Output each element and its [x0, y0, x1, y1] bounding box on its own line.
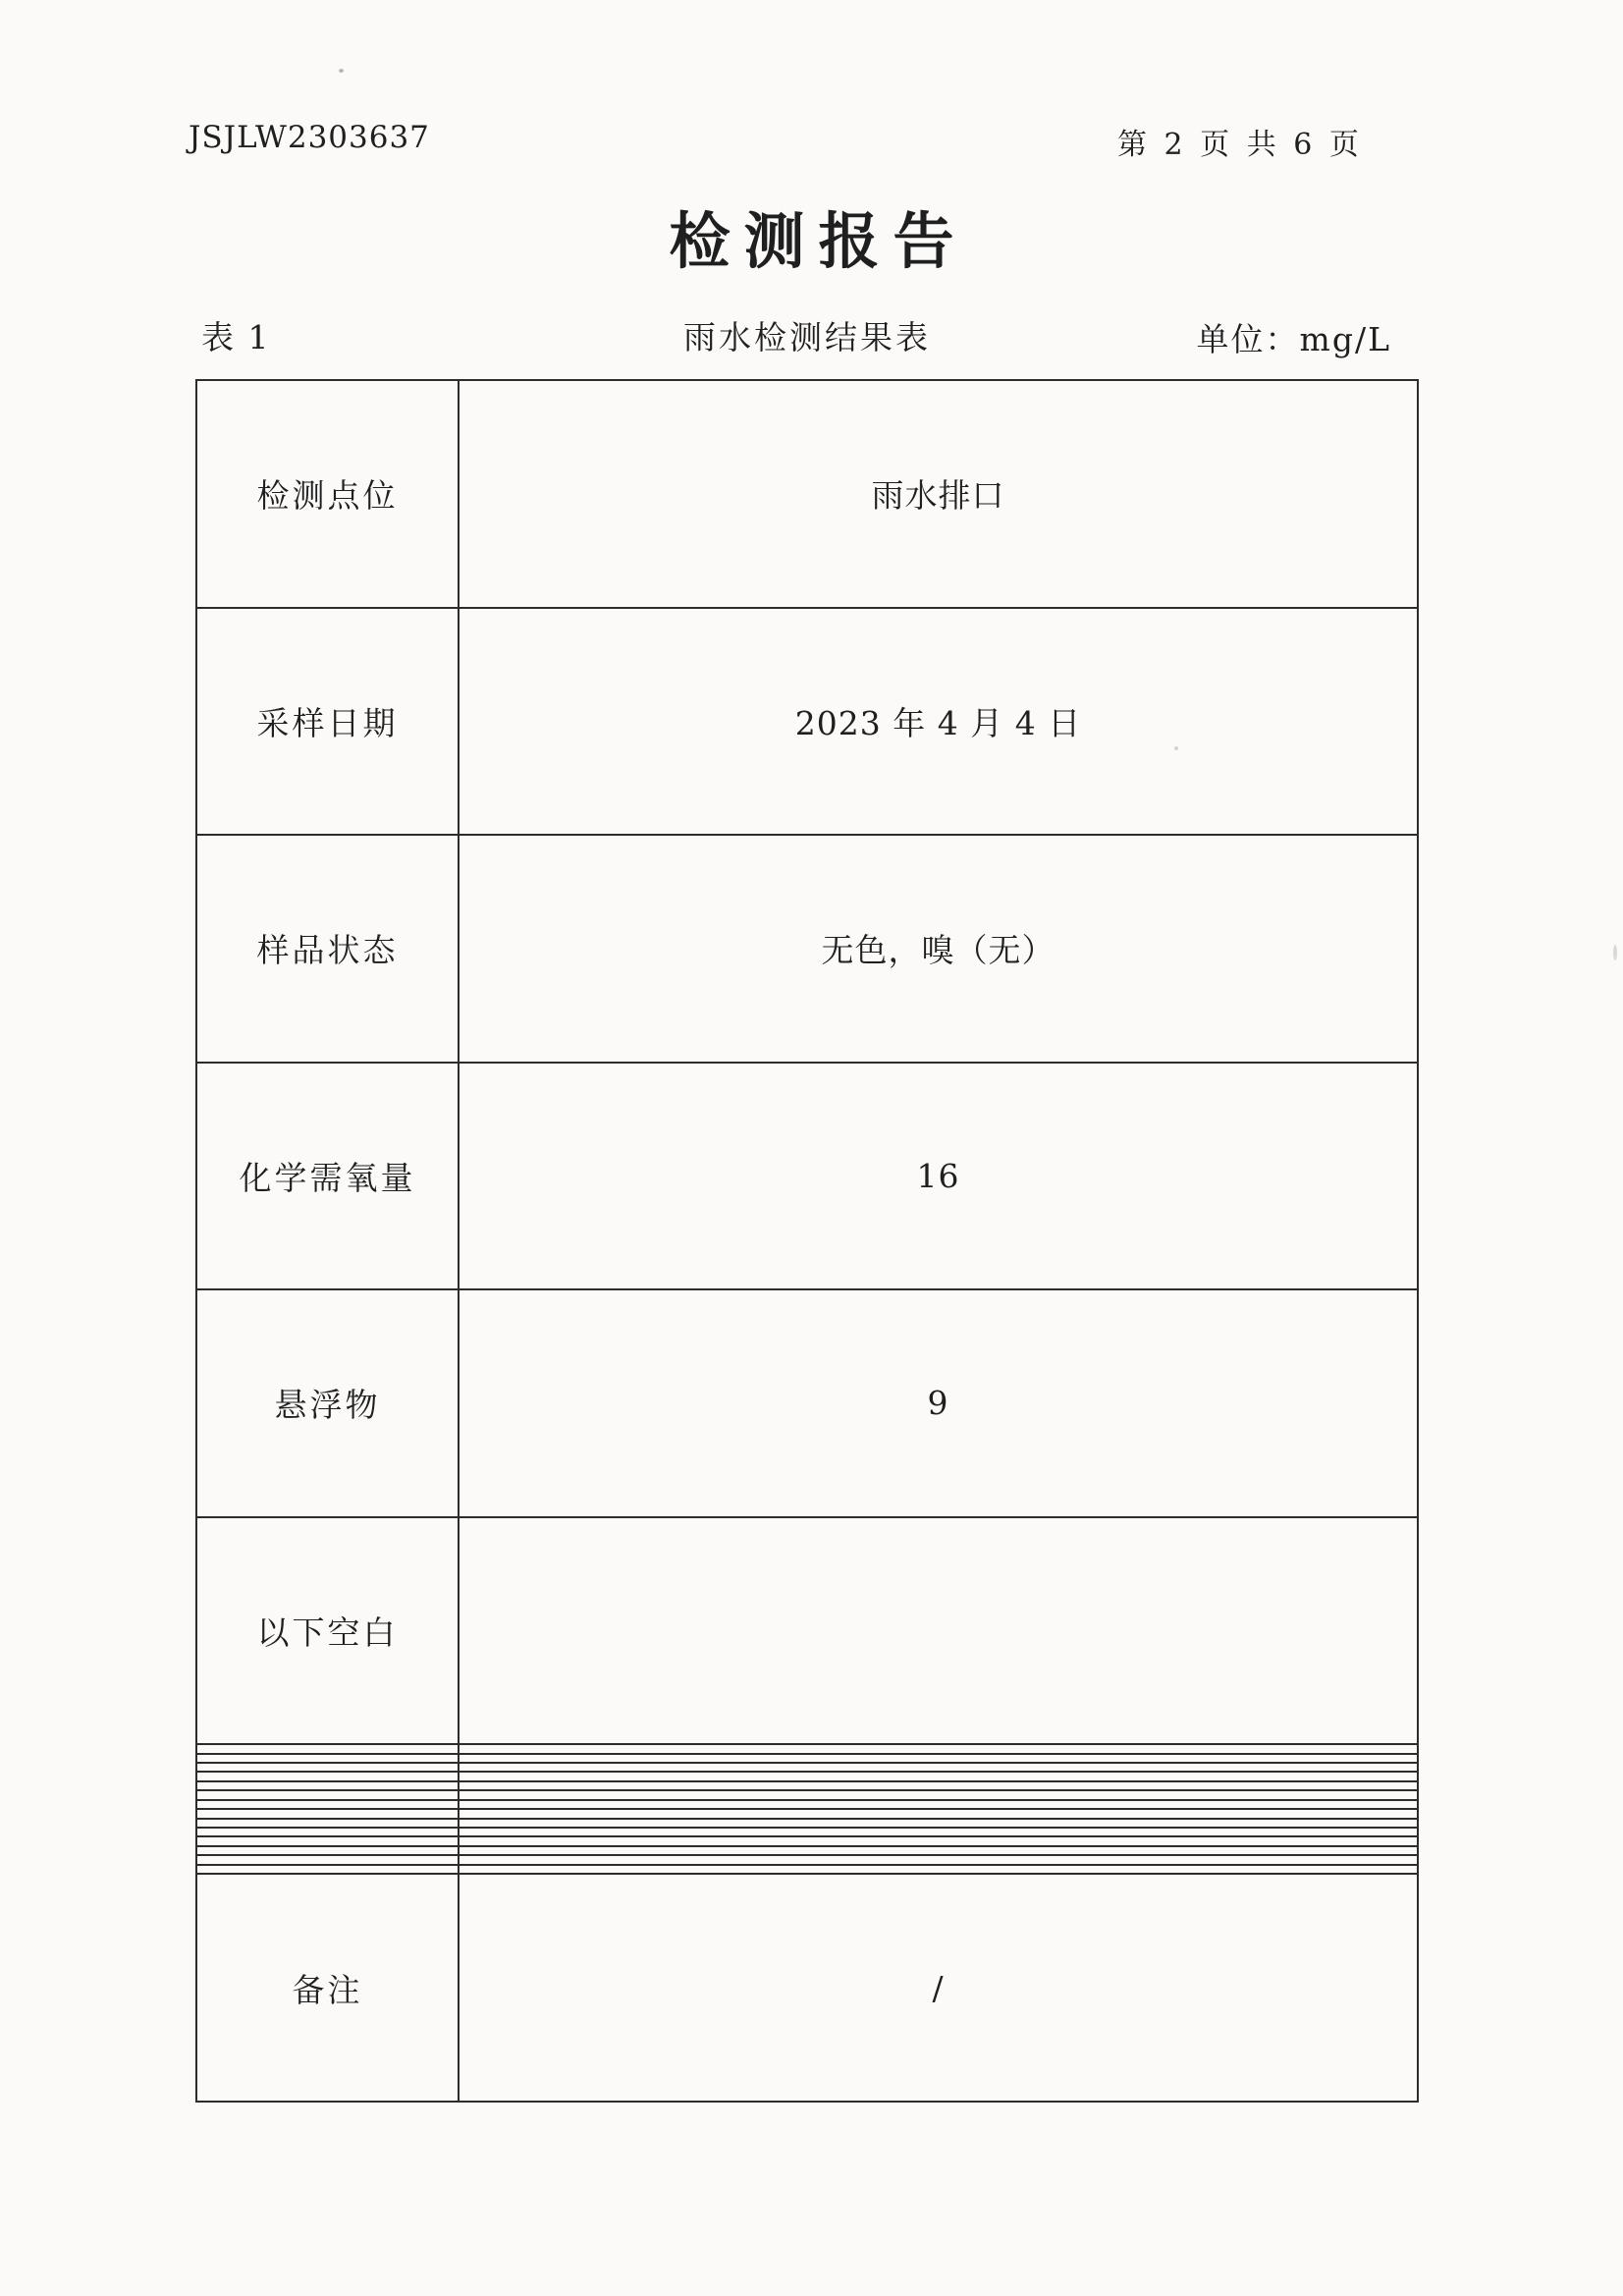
table-row	[196, 1790, 1418, 1799]
row-value	[459, 1772, 1418, 1780]
table-row	[196, 1763, 1418, 1772]
table-title: 雨水检测结果表	[683, 318, 931, 356]
row-value: 16	[459, 1063, 1418, 1290]
row-label	[196, 1865, 459, 1874]
page-title: 检测报告	[669, 205, 968, 277]
row-label	[196, 1855, 459, 1864]
row-label	[196, 1781, 459, 1790]
page-indicator: 第 2 页 共 6 页	[1117, 128, 1363, 162]
scan-speck	[1174, 746, 1178, 750]
row-label: 化学需氧量	[196, 1063, 459, 1290]
table-row	[196, 1772, 1418, 1780]
table-row	[196, 1289, 1418, 1517]
table-row	[196, 1063, 1418, 1290]
row-label: 悬浮物	[196, 1289, 459, 1517]
unit-label: 单位：mg/L	[1196, 320, 1391, 358]
row-value	[459, 1790, 1418, 1799]
row-label	[196, 1754, 459, 1763]
row-label: 备注	[196, 1874, 459, 2102]
table-row	[196, 1781, 1418, 1790]
table-row	[196, 1517, 1418, 1745]
row-value	[459, 1828, 1418, 1836]
row-value	[459, 1855, 1418, 1864]
row-value: 无色，嗅（无）	[459, 835, 1418, 1063]
row-label: 样品状态	[196, 835, 459, 1063]
row-label	[196, 1836, 459, 1845]
scan-speck	[1613, 945, 1617, 960]
table-row	[196, 1800, 1418, 1809]
scan-speck	[339, 69, 344, 73]
table-row	[196, 1865, 1418, 1874]
row-label	[196, 1790, 459, 1799]
row-label	[196, 1819, 459, 1828]
row-value	[459, 1744, 1418, 1753]
row-value	[459, 1846, 1418, 1855]
row-value	[459, 1809, 1418, 1818]
table-row	[196, 1828, 1418, 1836]
row-label	[196, 1744, 459, 1753]
table-row	[196, 380, 1418, 608]
row-value	[459, 1781, 1418, 1790]
row-value: 雨水排口	[459, 380, 1418, 608]
row-label	[196, 1800, 459, 1809]
row-value: 9	[459, 1289, 1418, 1517]
table-row	[196, 1819, 1418, 1828]
row-label	[196, 1809, 459, 1818]
row-label	[196, 1763, 459, 1772]
row-value	[459, 1754, 1418, 1763]
row-value	[459, 1763, 1418, 1772]
table-row	[196, 835, 1418, 1063]
row-label	[196, 1846, 459, 1855]
row-label: 采样日期	[196, 608, 459, 836]
table-row	[196, 608, 1418, 836]
results-table-body	[196, 380, 1418, 2102]
table-row	[196, 1744, 1418, 1753]
report-number: JSJLW2303637	[189, 120, 430, 155]
table-number-label: 表 1	[201, 318, 271, 356]
row-value	[459, 1836, 1418, 1845]
row-value: 2023 年 4 月 4 日	[459, 608, 1418, 836]
table-row	[196, 1855, 1418, 1864]
row-label	[196, 1828, 459, 1836]
row-value	[459, 1865, 1418, 1874]
table-caption-row	[195, 312, 1419, 357]
row-value	[459, 1800, 1418, 1809]
row-value	[459, 1517, 1418, 1745]
table-row	[196, 1754, 1418, 1763]
table-row	[196, 1836, 1418, 1845]
row-value: /	[459, 1874, 1418, 2102]
row-label	[196, 1772, 459, 1780]
table-row	[196, 1809, 1418, 1818]
table-row	[196, 1846, 1418, 1855]
results-table	[195, 379, 1419, 2103]
row-label: 以下空白	[196, 1517, 459, 1745]
row-value	[459, 1819, 1418, 1828]
table-row	[196, 1874, 1418, 2102]
row-label: 检测点位	[196, 380, 459, 608]
